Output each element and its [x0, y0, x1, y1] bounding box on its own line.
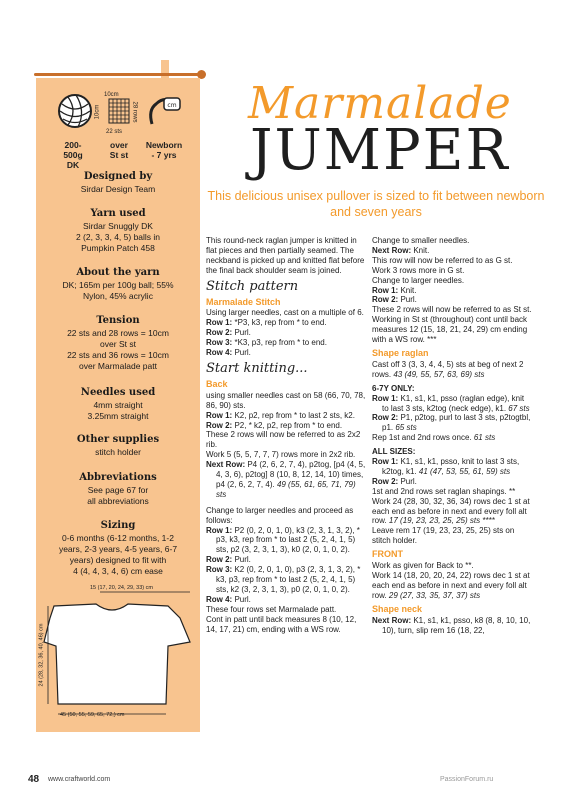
section-heading: Other supplies [76, 434, 160, 445]
yarn-ball-icon [56, 92, 94, 130]
pattern-row: Row 1: K1, s1, k1, psso, knit to last 3 sts, k2tog, k1. 41 (47, 53, 55, 61, 59) sts [372, 457, 520, 476]
section-text: DK; 165m per 100g ball; 55% Nylon, 45% acrylic [62, 280, 174, 301]
marmalade-stitch-heading: Marmalade Stitch [206, 296, 281, 307]
back-heading: Back [206, 378, 228, 389]
watermark: PassionForum.ru [440, 776, 494, 783]
pattern-row: Row 2: Purl. [372, 476, 417, 486]
pattern-row: Row 1: Knit. [372, 285, 417, 295]
paragraph: Leave rem 17 (19, 23, 23, 25, 25) sts on stitch holder. [372, 526, 515, 546]
section-text: 4mm straight 3.25mm straight [87, 400, 149, 421]
paragraph: Cast off 3 (3, 3, 4, 4, 5) sts at beg of next 2 rows. 43 (49, 55, 57, 63, 69) sts [372, 359, 524, 379]
paragraph: Work 14 (18, 20, 20, 24, 22) rows dec 1 st at each end as before in next and every foll alt row. 29 (27, 33, 35, 37, 37) sts [372, 571, 530, 600]
pattern-row: Row 2: P2, * k2, p2, rep from * to end. [206, 420, 343, 430]
paragraph: Work as given for Back to **. [372, 561, 474, 571]
pattern-row: Row 3: *K3, p3, rep from * to end. [206, 338, 327, 348]
grid-label-bottom: 22 sts [106, 129, 123, 135]
knitting-needle-decoration [34, 73, 204, 76]
tension-grid-icon [108, 98, 130, 124]
back-paragraph: Change to larger needles and proceed as follows: [206, 505, 354, 525]
pattern-row: Row 3: K2 (0, 2, 0, 1, 0), p3 (2, 3, 1, 3, 2), * k3, p3, rep from * to last 2 (5, 2, 4, 1, 5) sts, k2 (3, 2, 3, 1, 3), p0 (2, 0, 1, 0, 2). [206, 565, 361, 594]
pattern-row: Next Row: P4 (2, 6, 2, 7, 4), p2tog, [p4 (4, 5, 4, 3, 6), p2tog] 8 (10, 8, 12, 14, 10) times, p4 (2, 6, 2, 7, 4). 49 (55, 61, 65, 71, 79) sts [206, 460, 366, 499]
paragraph: Rep 1st and 2nd rows once. 61 sts [372, 433, 496, 443]
section-heading: Needles used [80, 387, 156, 398]
size-range-stat: Newborn - 7 yrs [145, 140, 183, 160]
subtitle: This delicious unisex pullover is sized to fit between newborn and seven years [207, 189, 545, 219]
section-heading: Yarn used [90, 208, 146, 219]
section-text: Sirdar Snuggly DK 2 (2, 3, 3, 4, 5) balls in Pumpkin Patch 458 [75, 221, 161, 253]
yarn-used-section [38, 208, 198, 254]
paragraph: These 2 rows will now be referred to as St st. [372, 305, 532, 315]
pattern-row: Next Row: K1, s1, k1, psso, k8 (8, 8, 10, 10, 10), turn, slip rem 16 (18, 22, [372, 615, 531, 635]
size-only-heading: 6-7Y ONLY: [372, 383, 415, 393]
section-text: 0-6 months (6-12 months, 1-2 years, 2-3 years, 4-5 years, 6-7 years) designed to fit with 4 (4, 4, 3, 4, 6) cm ease [58, 533, 178, 576]
paragraph: Work 24 (28, 30, 32, 36, 34) rows dec 1 st at each end as before in next and every foll alt row. 17 (19, 23, 23, 25, 25) sts **** [372, 496, 530, 526]
pattern-row: Row 4: Purl. [206, 594, 251, 604]
garment-schematic [40, 584, 196, 724]
section-text: stitch holder [95, 447, 141, 457]
schematic-bottom-label: 45 (50, 55, 59, 65, 72,) cm [60, 712, 125, 718]
section-text: Sirdar Design Team [80, 184, 156, 194]
section-heading: Tension [96, 315, 140, 326]
pattern-row: Next Row: Knit. [372, 245, 430, 255]
needles-section [38, 387, 198, 422]
section-heading: Sizing [100, 520, 136, 531]
pattern-row: Row 1: K1, s1, k1, psso (raglan edge), knit to last 3 sts, k2tog (neck edge), k1. 67 sts [372, 393, 530, 413]
yarn-weight-stat: 200- 500g DK [63, 140, 83, 170]
tension-stat: over St st [109, 140, 129, 160]
schematic-side-label: 24 (28, 32, 36, 40, 46) cm [38, 623, 45, 687]
shape-raglan-heading: Shape raglan [372, 347, 429, 358]
pattern-row: Row 1: P2 (0, 2, 0, 1, 0), k3 (2, 3, 1, 3, 2), * p3, k3, rep from * to last 2 (5, 2, 4, 1, 5) sts, p2 (3, 2, 3, 1, 3), k0 (2, 0, 1, 0, 2). [206, 525, 360, 555]
pattern-row: Row 2: P1, p2tog, purl to last 3 sts, p2togtbl, p1. 65 sts [372, 413, 531, 433]
intro-paragraph: This round-neck raglan jumper is knitted in flat pieces and then partially seamed. The neckband is picked up and knitted flat before the final back shoulder seam is joined. [206, 236, 365, 275]
paragraph: Working in St st (throughout) cont until back measures 12 (15, 18, 21, 24, 29) cm ending with a WS row. *** [372, 315, 528, 345]
paragraph: Work 3 rows more in G st. [372, 265, 465, 275]
pattern-row: Row 2: Purl. [206, 555, 251, 565]
grid-label-right: 28 rows [131, 101, 138, 123]
website-link[interactable]: www.craftworld.com [48, 776, 111, 783]
pattern-row: Row 2: Purl. [206, 328, 251, 338]
schematic-top-label: 15 (17, 20, 24, 29, 33) cm [90, 585, 153, 591]
all-sizes-heading: ALL SIZES: [372, 447, 416, 457]
front-heading: FRONT [372, 549, 403, 560]
start-knitting-heading: Start knitting... [206, 360, 308, 376]
marmalade-intro: Using larger needles, cast on a multiple of 6. [206, 308, 364, 318]
back-paragraph: Work 5 (5, 5, 7, 7, 7) rows more in 2x2 rib. [206, 450, 356, 460]
pattern-row: Row 1: *P3, k3, rep from * to end. [206, 318, 327, 328]
instructions-column-2 [372, 236, 532, 635]
section-heading: About the yarn [76, 267, 160, 278]
page-number: 48 [28, 774, 40, 785]
paragraph: 1st and 2nd rows set raglan shapings. ** [372, 486, 516, 496]
stitch-pattern-heading: Stitch pattern [206, 278, 299, 294]
pattern-row: Row 4: Purl. [206, 348, 251, 358]
grid-label-top: 10cm [104, 92, 119, 98]
paragraph: This row will now be referred to as G st. [372, 255, 513, 265]
svg-text:cm: cm [167, 102, 177, 109]
section-heading: Designed by [83, 171, 153, 182]
back-paragraph: These 2 rows will now be referred to as 2x2 rib. [206, 430, 361, 450]
pattern-row: Row 2: Purl. [372, 295, 417, 305]
other-supplies-section [38, 434, 198, 458]
sizing-section [38, 520, 198, 577]
shape-neck-heading: Shape neck [372, 603, 423, 614]
grid-label-left: 10cm [94, 104, 101, 120]
pattern-row: Row 1: K2, p2, rep from * to last 2 sts, k2. [206, 410, 355, 420]
paragraph: Change to smaller needles. [372, 236, 470, 245]
section-text: See page 67 for all abbreviations [87, 485, 149, 506]
tension-section [38, 315, 198, 372]
section-heading: Abbreviations [79, 472, 157, 483]
tape-measure-icon [146, 94, 184, 132]
back-paragraph: These four rows set Marmalade patt. [206, 604, 337, 614]
instructions-column-1 [206, 236, 366, 635]
back-paragraph: Cont in patt until back measures 8 (10, 12, 14, 17, 21) cm, ending with a WS row. [206, 614, 357, 634]
back-paragraph: using smaller needles cast on 58 (66, 70, 78, 86, 90) sts. [206, 390, 366, 410]
abbreviations-section [38, 472, 198, 507]
designed-by-section [38, 171, 198, 195]
title-script: Marmalade [248, 78, 512, 129]
section-text: 22 sts and 28 rows = 10cm over St st 22 sts and 36 rows = 10cm over Marmalade patt [67, 328, 169, 371]
page-title: JUMPER [250, 118, 510, 183]
about-yarn-section [38, 267, 198, 302]
paragraph: Change to larger needles. [372, 275, 465, 285]
